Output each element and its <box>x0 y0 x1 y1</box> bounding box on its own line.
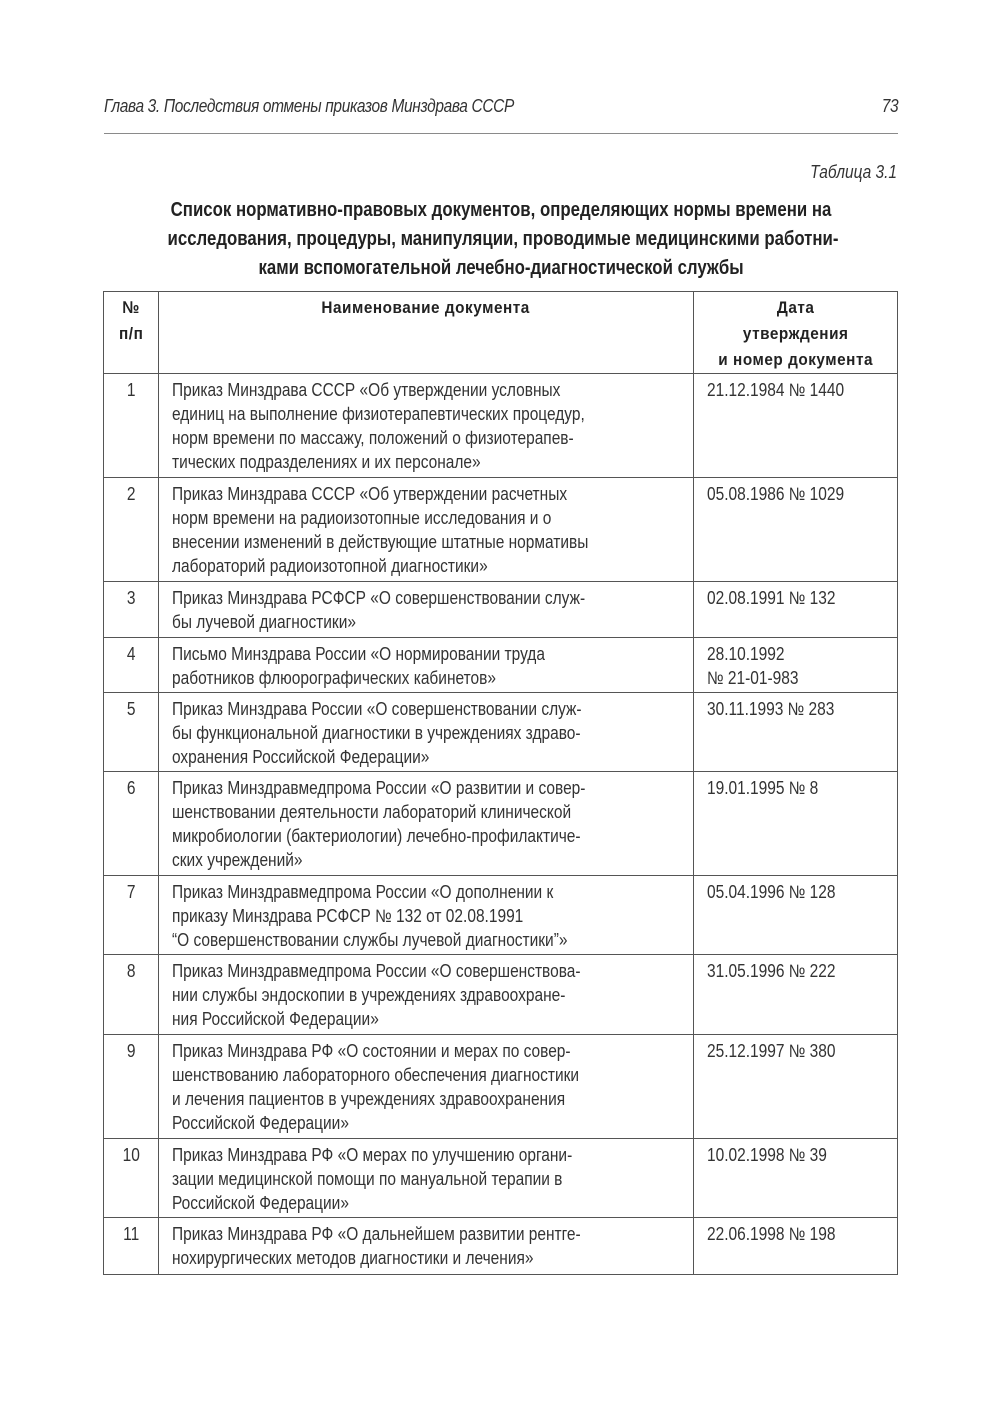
row-number-cell <box>104 693 159 772</box>
document-name-line: Российской Федерации» <box>172 1113 350 1133</box>
document-date-cell <box>693 374 897 478</box>
document-date-cell <box>693 876 897 955</box>
table-row <box>104 1035 898 1139</box>
document-name-line: Приказ Минздравмедпрома России «О дополнении к <box>172 882 554 902</box>
document-name-line: зации медицинской помощи по мануальной терапии в <box>172 1169 563 1189</box>
document-name-line: Приказ Минздрава СССР «Об утверждении условных <box>172 380 561 400</box>
document-date-line: 10.02.1998 № 39 <box>706 1145 827 1165</box>
document-name-cell <box>159 1035 693 1139</box>
document-date-line: 21.12.1984 № 1440 <box>706 380 844 400</box>
table-title <box>104 196 898 283</box>
documents-table <box>103 291 898 1275</box>
document-name-line: Приказ Минздрава РФ «О состоянии и мерах по совер- <box>172 1041 571 1061</box>
header-name <box>159 292 693 374</box>
document-name-line: шенствованию лабораторного обеспечения диагностики <box>172 1065 580 1085</box>
row-number: 10 <box>122 1145 140 1165</box>
table-label: Таблица 3.1 <box>810 162 897 182</box>
document-name-cell <box>159 955 693 1035</box>
document-date-line: 05.04.1996 № 128 <box>706 882 836 902</box>
document-name-line: нии службы эндоскопии в учреждениях здравоохране- <box>172 985 566 1005</box>
header-divider <box>104 133 898 134</box>
table-row <box>104 582 898 638</box>
document-name-cell <box>159 772 693 876</box>
document-date-line: 22.06.1998 № 198 <box>706 1224 836 1244</box>
header-num <box>104 292 159 374</box>
document-date-line: 31.05.1996 № 222 <box>706 961 836 981</box>
document-name-line: внесении изменений в действующие штатные нормативы <box>172 532 589 552</box>
row-number-cell <box>104 1035 159 1139</box>
table-row <box>104 478 898 582</box>
document-name-line: лабораторий радиоизотопной диагностики» <box>172 556 489 576</box>
row-number-cell <box>104 1218 159 1275</box>
document-date-line: 19.01.1995 № 8 <box>706 778 818 798</box>
row-number: 5 <box>126 699 136 719</box>
table-row <box>104 693 898 772</box>
document-name-cell <box>159 638 693 693</box>
document-name-cell <box>159 582 693 638</box>
row-number: 11 <box>123 1224 140 1244</box>
document-name-line: единиц на выполнение физиотерапевтических процедур, <box>172 404 586 424</box>
row-number: 2 <box>126 484 136 504</box>
table-row <box>104 638 898 693</box>
document-name-line: охранения Российской Федерации» <box>172 747 430 767</box>
row-number: 6 <box>126 778 136 798</box>
document-name-line: Приказ Минздрава России «О совершенствовании служ- <box>172 699 582 719</box>
document-date-cell <box>693 772 897 876</box>
document-name-line: Российской Федерации» <box>172 1193 350 1213</box>
document-name-line: бы функциональной диагностики в учреждениях здраво- <box>172 723 581 743</box>
document-name-line: “О совершенствовании службы лучевой диагностики”» <box>172 930 568 950</box>
document-date-line: 25.12.1997 № 380 <box>706 1041 836 1061</box>
document-date-cell <box>693 582 897 638</box>
table-title-line: ками вспомогательной лечебно-диагностической службы <box>258 257 744 279</box>
document-name-line: микробиологии (бактериологии) лечебно-профилактиче- <box>172 826 581 846</box>
document-name-line: нохирургических методов диагностики и лечения» <box>172 1248 534 1268</box>
document-name-line: ских учреждений» <box>172 850 303 870</box>
document-name-line: Приказ Минздравмедпрома России «О совершенствова- <box>172 961 581 981</box>
row-number-cell <box>104 876 159 955</box>
header-name-line: Наименование документа <box>321 298 531 317</box>
document-name-line: Письмо Минздрава России «О нормировании труда <box>172 644 546 664</box>
document-name-line: тических подразделениях и их персонале» <box>172 452 482 472</box>
row-number: 8 <box>126 961 136 981</box>
table-title-line: исследования, процедуры, манипуляции, проводимые медицинскими работни- <box>167 228 839 250</box>
document-date-line: 30.11.1993 № 283 <box>706 699 835 719</box>
document-date-cell <box>693 1035 897 1139</box>
row-number-cell <box>104 478 159 582</box>
row-number: 4 <box>126 644 136 664</box>
document-date-cell <box>693 478 897 582</box>
row-number-cell <box>104 374 159 478</box>
row-number: 3 <box>126 588 136 608</box>
table-row <box>104 876 898 955</box>
table-title-line: Список нормативно-правовых документов, определяющих нормы времени на <box>170 199 832 221</box>
document-name-cell <box>159 876 693 955</box>
table-row <box>104 772 898 876</box>
table-row <box>104 374 898 478</box>
document-name-line: шенствовании деятельности лабораторий клинической <box>172 802 572 822</box>
header-date-line: утверждения <box>742 324 849 343</box>
document-name-line: ния Российской Федерации» <box>172 1009 380 1029</box>
document-name-cell <box>159 374 693 478</box>
header-date-line: Дата <box>776 298 815 317</box>
document-date-line: 28.10.1992 <box>706 644 785 664</box>
chapter-title: Глава 3. Последствия отмены приказов Минздрава СССР <box>104 96 515 116</box>
document-name-line: Приказ Минздрава РФ «О мерах по улучшению органи- <box>172 1145 573 1165</box>
document-name-line: Приказ Минздрава РФ «О дальнейшем развитии рентге- <box>172 1224 582 1244</box>
document-date-line: № 21-01-983 <box>706 668 799 688</box>
row-number-cell <box>104 1139 159 1218</box>
document-name-line: норм времени по массажу, положений о физиотерапев- <box>172 428 575 448</box>
document-date-cell <box>693 693 897 772</box>
document-date-line: 05.08.1986 № 1029 <box>706 484 844 504</box>
page-number: 73 <box>881 96 898 116</box>
document-name-cell <box>159 1139 693 1218</box>
row-number-cell <box>104 955 159 1035</box>
document-date-cell <box>693 1218 897 1275</box>
document-name-cell <box>159 1218 693 1275</box>
header-date-line: и номер документа <box>717 350 873 369</box>
table-body <box>104 374 898 1275</box>
header-num-line: № <box>122 298 141 317</box>
row-number-cell <box>104 638 159 693</box>
document-name-line: Приказ Минздрава РСФСР «О совершенствовании служ- <box>172 588 586 608</box>
document-name-line: Приказ Минздрава СССР «Об утверждении расчетных <box>172 484 568 504</box>
header-date <box>693 292 897 374</box>
document-name-cell <box>159 478 693 582</box>
document-date-cell <box>693 955 897 1035</box>
document-name-line: приказу Минздрава РСФСР № 132 от 02.08.1991 <box>172 906 524 926</box>
document-date-cell <box>693 1139 897 1218</box>
document-name-line: бы лучевой диагностики» <box>172 612 357 632</box>
table-row <box>104 955 898 1035</box>
running-head <box>104 96 898 124</box>
row-number-cell <box>104 772 159 876</box>
table-row <box>104 1218 898 1275</box>
document-date-cell <box>693 638 897 693</box>
document-date-line: 02.08.1991 № 132 <box>706 588 836 608</box>
row-number-cell <box>104 582 159 638</box>
table-row <box>104 1139 898 1218</box>
document-name-line: и лечения пациентов в учреждениях здравоохранения <box>172 1089 566 1109</box>
document-name-line: норм времени на радиоизотопные исследования и о <box>172 508 552 528</box>
row-number: 9 <box>126 1041 136 1061</box>
document-name-cell <box>159 693 693 772</box>
row-number: 7 <box>126 882 136 902</box>
table-header-row <box>104 292 898 374</box>
header-num-line: п/п <box>119 324 144 343</box>
row-number: 1 <box>126 380 136 400</box>
document-name-line: работников флюорографических кабинетов» <box>172 668 497 688</box>
document-name-line: Приказ Минздравмедпрома России «О развитии и совер- <box>172 778 586 798</box>
